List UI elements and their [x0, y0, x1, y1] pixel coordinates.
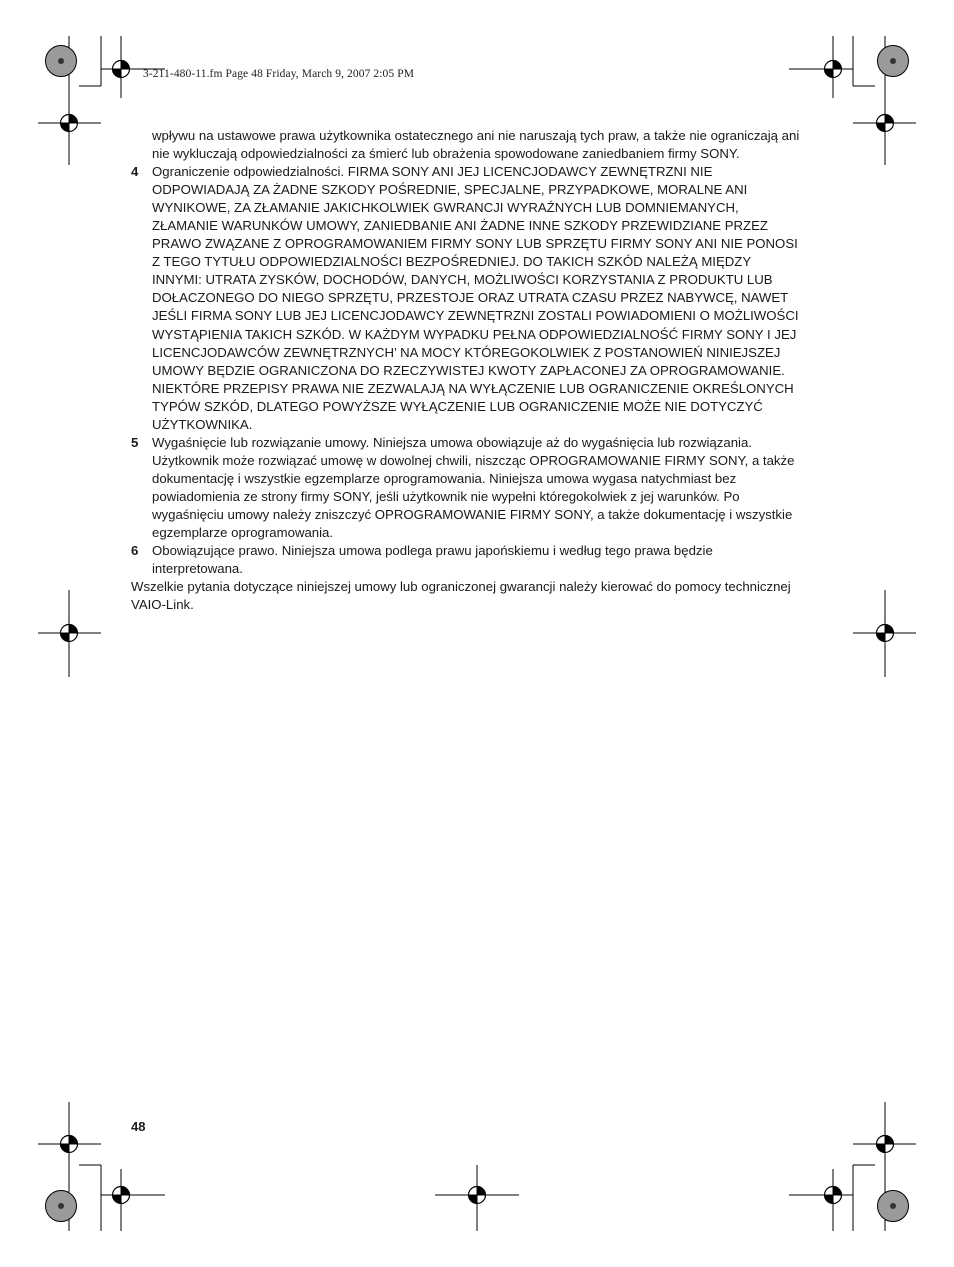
page-number: 48: [131, 1119, 146, 1134]
continued-paragraph: wpływu na ustawowe prawa użytkownika ostatecznego ani nie naruszają tych praw, a także nie ograniczają ani nie wykluczają odpowiedzialności za śmierć lub obrażenia spowodowane zaniedbaniem firmy SONY.: [152, 128, 800, 162]
list-item-number: 4: [131, 164, 139, 180]
list-item-text: Wygaśnięcie lub rozwiązanie umowy. Niniejsza umowa obowiązuje aż do wygaśnięcia lub rozwiązania. Użytkownik może rozwiązać umowę w dowolnej chwili, niszcząc OPROGRAMOWANIE FIRMY SONY, a także dokumentację i wszystkie egzemplarze oprogramowania. Niniejsza umowa wygasa natychmiast bez powiadomienia ze strony firmy SONY, jeśli użytkownik nie wypełni któregokolwiek z jej warunków. Po wygaśnięciu umowy należy zniszczyć OPROGRAMOWANIE FIRMY SONY, a także dokumentację i wszystkie egzemplarze oprogramowania.: [152, 434, 795, 541]
list-item-number: 5: [131, 434, 139, 450]
list-item-text: Obowiązujące prawo. Niniejsza umowa podlega prawu japońskiemu i według tego prawa będzie interpretowana.: [152, 543, 713, 577]
list-item-text: Ograniczenie odpowiedzialności. FIRMA SONY ANI JEJ LICENCJODAWCY ZEWNĘTRZNI NIE ODPOWIADAJĄ ZA ŻADNE SZKODY POŚREDNIE, SPECJALNE, PRZYPADKOWE, MORALNE ANI WYNIKOWE, ZA ZŁAMANIE JAKICHKOLWIEK GWRANCJI WYRAŹNYCH LUB DOMNIEMANYCH, ZŁAMANIE WARUNKÓW UMOWY, ZANIEDBANIE ANI ŻADNE INNE SZKODY PRZEWIDZIANE PRZEZ PRAWO ZWĄZANE Z OPROGRAMOWANIEM FIRMY SONY LUB SPRZĘTU FIRMY SONY ANI NIE PONOSI Z TEGO TYTUŁU ODPOWIEDZIALNOŚCI BEZPOŚREDNIEJ. DO TAKICH SZKÓD NALEŻĄ MIĘDZY INNYMI: UTRATA ZYSKÓW, DOCHODÓW, DANYCH, MOŻLIWOŚCI KORZYSTANIA Z PRODUKTU LUB DOŁACZONEGO DO NIEGO SPRZĘTU, PRZESTOJE ORAZ UTRATA CZASU PRZEZ NABYWCĘ, NAWET JEŚLI FIRMA SONY LUB JEJ LICENCJODAWCY ZEWNĘTRZNI ZOSTALI POWIADOMIENI O MOŻLIWOŚCI WYSTĄPIENIA TAKICH SZKÓD. W KAŻDYM WYPADKU PEŁNA ODPOWIEDZIALNOŚĆ FIRMY SONY I JEJ LICENCJODAWCÓW ZEWNĘTRZNYCH’ NA MOCY KTÓREGOKOLWIEK Z POSTANOWIEŃ NINIEJSZEJ UMOWY BĘDZIE OGRANICZONA DO RZECZYWISTEJ KWOTY ZAPŁACONEJ ZA OPROGRAMOWANIE. NIEKTÓRE PRZEPISY PRAWA NIE ZEZWALAJĄ NA WYŁĄCZENIE LUB OGRANICZENIE OKREŚLONYCH TYPÓW SZKÓD, DLATEGO POWYŻSZE WYŁĄCZENIE LUB OGRANICZENIE MOŻE NIE DOTYCZYĆ UŻYTKOWNIKA.: [152, 164, 799, 432]
file-info-header: 3-211-480-11.fm Page 48 Friday, March 9, 2007 2:05 PM: [143, 68, 415, 80]
list-item: [131, 434, 803, 542]
list-item: [131, 163, 803, 434]
list-item: [131, 542, 803, 578]
list-item-number: 6: [131, 543, 139, 559]
closing-paragraph: Wszelkie pytania dotyczące niniejszej umowy lub ograniczonej gwarancji należy kierować do pomocy technicznej VAIO-Link.: [131, 579, 791, 613]
document-body: [131, 127, 803, 614]
